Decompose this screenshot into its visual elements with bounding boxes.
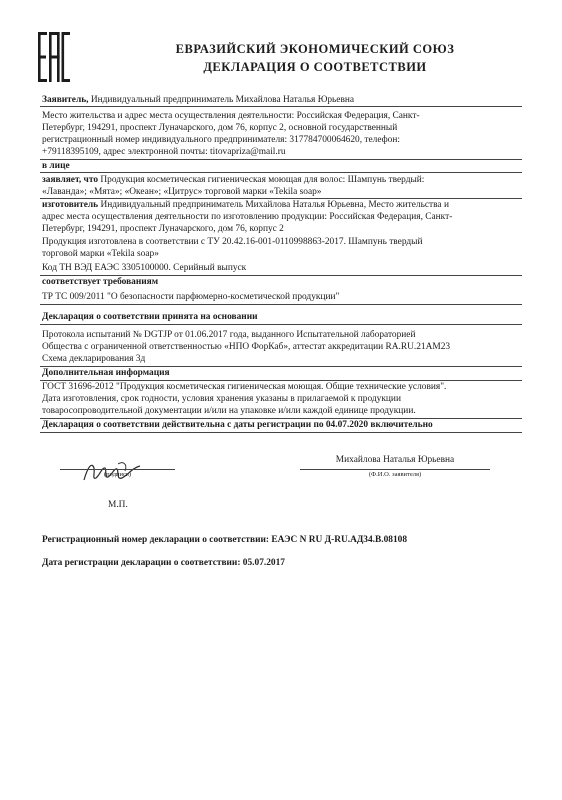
manufacturer-text-4: Продукция изготовлена в соответствии с ТУ 20.42.16-001-0110998863-2017. Шампунь твердый <box>42 237 423 247</box>
manufacturer-text-6: Код ТН ВЭД ЕАЭС 3305100000. Серийный выпуск <box>42 263 247 273</box>
union-title: ЕВРАЗИЙСКИЙ ЭКОНОМИЧЕСКИЙ СОЮЗ <box>175 42 455 56</box>
declares-label: заявляет, что <box>42 175 99 185</box>
signer-name: Михайлова Наталья Юрьевна <box>335 455 455 465</box>
applicant-line <box>42 94 520 106</box>
applicant-address-2: Петербург, 194291, проспект Луначарского, дом 76, корпус 2, основной государственный <box>42 123 398 133</box>
declaration-title: ДЕКЛАРАЦИЯ О СООТВЕТСТВИИ <box>203 60 427 74</box>
requirements-text: ТР ТС 009/2011 "О безопасности парфюмерно-косметической продукции" <box>42 292 340 302</box>
declares-line-1 <box>42 174 520 186</box>
declares-text-2: «Лаванда»; «Мята»; «Океан»; «Цитрус» торговой марки «Tekila soap» <box>42 187 322 197</box>
registration-number: Регистрационный номер декларации о соответствии: ЕАЭС N RU Д-RU.АД34.В.08108 <box>42 535 408 545</box>
additional-label: Дополнительная информация <box>42 368 170 378</box>
basis-text-2: Общества с ограниченной ответственностью «НПО ФорКаб», аттестат аккредитации RA.RU.21АМ23 <box>42 342 451 352</box>
declares-text-1: Продукция косметическая гигиеническая моющая для волос: Шампунь твердый: <box>100 175 425 185</box>
registration-date: Дата регистрации декларации о соответствии: 05.07.2017 <box>42 558 285 568</box>
requirements-label: соответствует требованиям <box>42 277 159 287</box>
validity-text: Декларация о соответствии действительна с даты регистрации по 04.07.2020 включительно <box>42 420 433 430</box>
manufacturer-text-2: адрес места осуществления деятельности по изготовлению продукции: Российская Федерация, Санкт- <box>42 212 453 222</box>
stamp-mark: М.П. <box>108 500 128 510</box>
signature-caption: (подпись) <box>104 471 131 478</box>
manufacturer-text-3: Петербург, 194291, проспект Луначарского, дом 76, корпус 2 <box>42 224 284 234</box>
manufacturer-label: изготовитель <box>42 200 99 210</box>
manufacturer-text-1: Индивидуальный предприниматель Михайлова Наталья Юрьевна, Место жительства и <box>100 200 449 210</box>
applicant-address-4: +79118395109, адрес электронной почты: titovapriza@mail.ru <box>42 147 286 157</box>
additional-text-3: товаросопроводительной документации и/или на упаковке и/или каждой единице продукции. <box>42 406 416 416</box>
manufacturer-line-1 <box>42 199 520 211</box>
eac-logo <box>38 32 70 82</box>
basis-text-3: Схема декларирования 3д <box>42 354 146 364</box>
in-person-label: в лице <box>42 161 70 171</box>
applicant-address-3: регистрационный номер индивидуального предпринимателя: 317784700064620, телефон: <box>42 135 400 145</box>
basis-text-1: Протокола испытаний № DGTJP от 01.06.2017 года, выданного Испытательной лабораторией <box>42 330 416 340</box>
applicant-name: Индивидуальный предприниматель Михайлова Наталья Юрьевна <box>90 95 355 105</box>
applicant-address-1: Место жительства и адрес места осуществления деятельности: Российская Федерация, Санкт- <box>42 111 420 121</box>
manufacturer-text-5: торговой марки «Tekila soap» <box>42 249 159 259</box>
basis-label: Декларация о соответствии принята на основании <box>42 312 258 322</box>
additional-text-1: ГОСТ 31696-2012 "Продукция косметическая гигиеническая моющая. Общие технические условия". <box>42 382 447 392</box>
applicant-label: Заявитель, <box>42 95 89 105</box>
additional-text-2: Дата изготовления, срок годности, условия хранения указаны в прилагаемой к продукции <box>42 394 401 404</box>
signer-name-caption: (Ф.И.О. заявителя) <box>368 471 422 478</box>
